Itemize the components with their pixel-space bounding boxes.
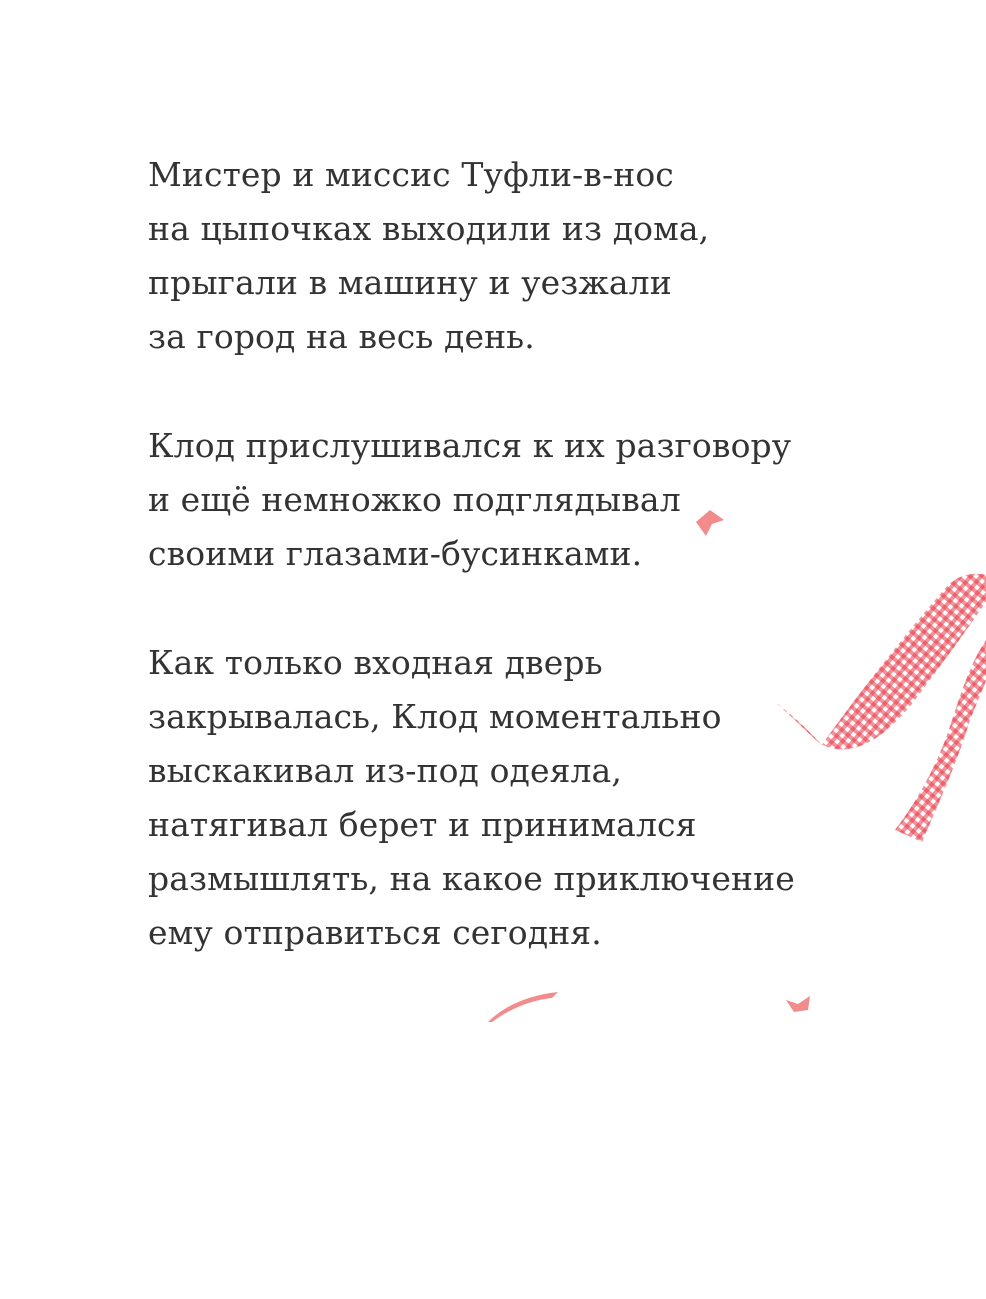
text-line: Мистер и миссис Туфли-в-нос <box>148 155 674 194</box>
text-line: натягивал берет и принимался <box>148 805 697 844</box>
paragraph-1 <box>148 148 788 364</box>
text-line: и ещё немножко подглядывал <box>148 480 681 519</box>
confetti-piece <box>786 996 810 1012</box>
ribbon-shape <box>772 574 986 842</box>
text-line: Как только входная дверь <box>148 643 603 682</box>
text-line: закрывалась, Клод моментально <box>148 697 722 736</box>
story-text <box>148 148 795 1015</box>
text-line: своими глазами-бусинками. <box>148 534 643 573</box>
text-line: размышлять, на какое приключение <box>148 859 795 898</box>
paragraph-2 <box>148 419 792 581</box>
text-line: за город на весь день. <box>148 317 535 356</box>
text-line: выскакивал из-под одеяла, <box>148 751 622 790</box>
paragraph-3 <box>148 636 795 960</box>
text-line: Клод прислушивался к их разговору <box>148 426 792 465</box>
text-line: прыгали в машину и уезжали <box>148 263 672 302</box>
text-line: ему отправиться сегодня. <box>148 913 602 952</box>
text-line: на цыпочках выходили из дома, <box>148 209 710 248</box>
